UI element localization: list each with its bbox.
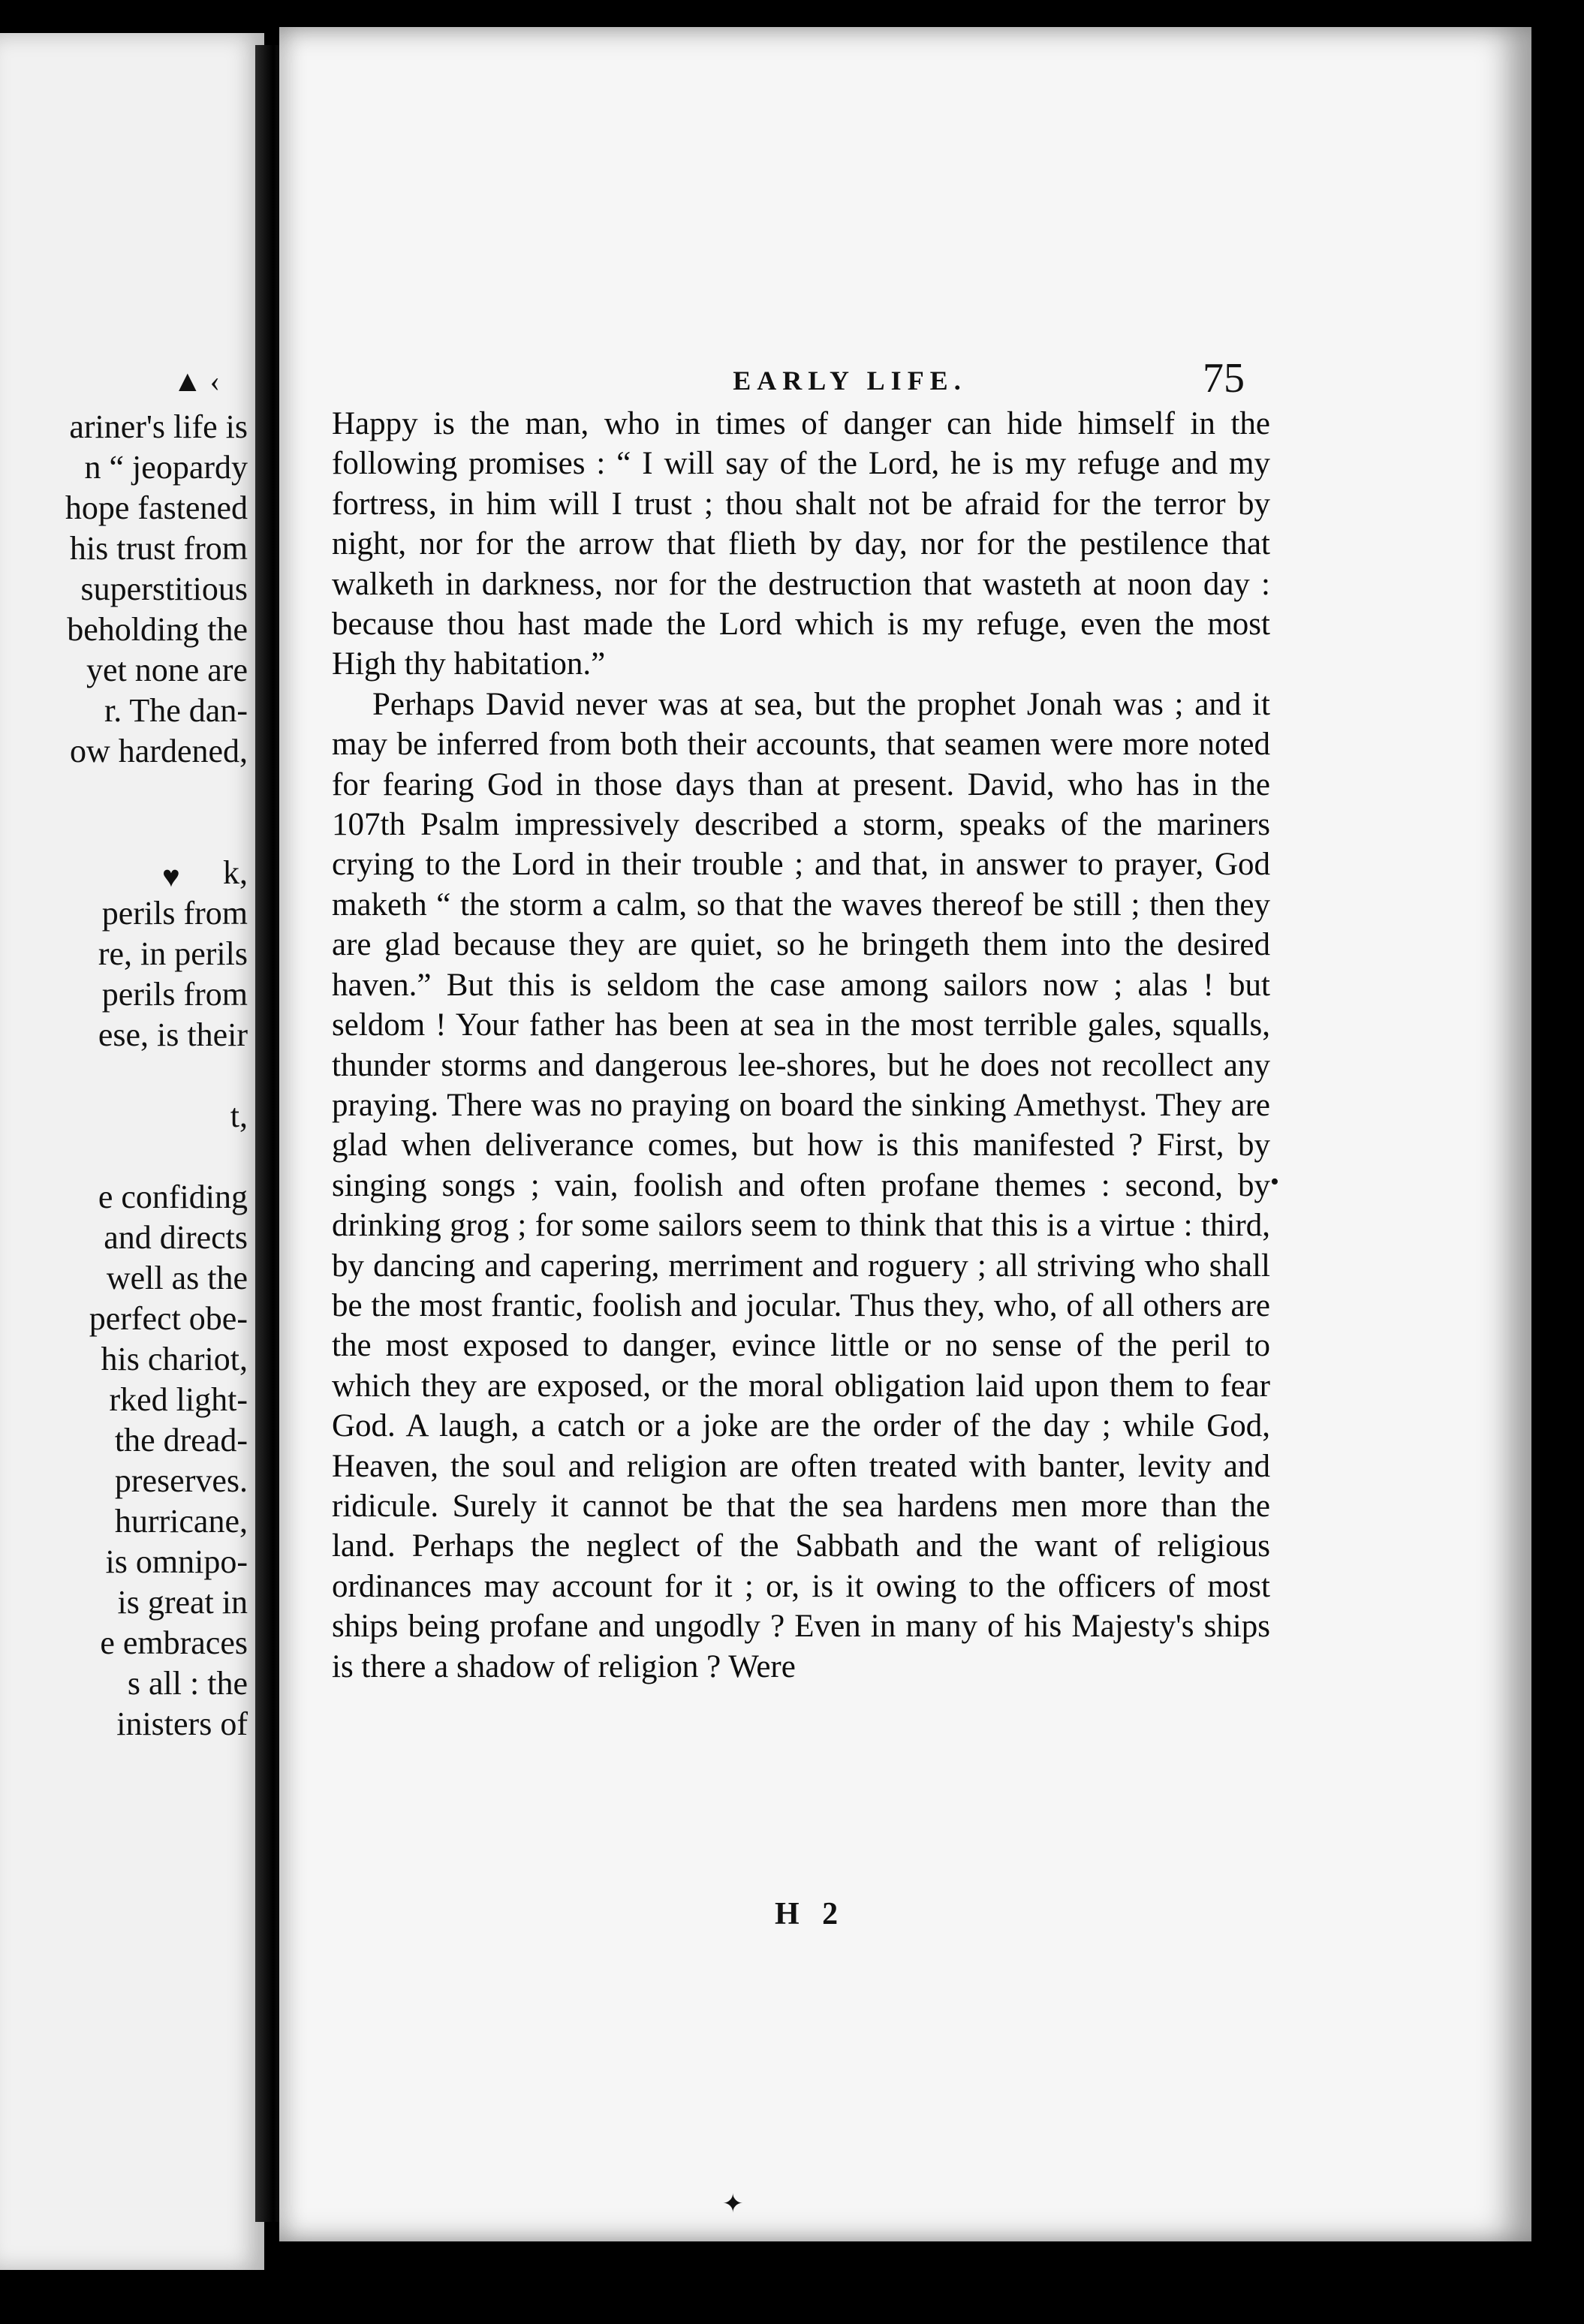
left-page-line: is great in xyxy=(117,1584,248,1621)
page-number: 75 xyxy=(1203,355,1245,402)
left-page-line: yet none are xyxy=(86,652,248,688)
left-page-line xyxy=(0,772,248,812)
left-page-line: beholding the xyxy=(67,611,248,648)
left-page-line: is omnipo- xyxy=(105,1543,248,1580)
paragraph: Happy is the man, who in times of danger can hide himself in the following promises : “ I will say of the Lord, he is my refuge and my fortress, in him will I trust ; thou shalt not be afraid for the terror by night, nor for the arrow that flieth by day, nor for the pestilence that walketh in darkness, nor for the destruction that wasteth at noon day : because thou hast made the Lord which is my refuge, even the most High thy habitation.” xyxy=(332,406,1270,682)
left-page-line: the dread- xyxy=(114,1422,248,1459)
left-page-line: re, in perils xyxy=(98,935,248,972)
left-page-line: ese, is their xyxy=(98,1016,248,1053)
left-page-line: rked light- xyxy=(109,1381,248,1418)
left-page-line: e embraces xyxy=(100,1624,248,1661)
left-page-line: t, xyxy=(230,1097,248,1134)
right-page xyxy=(279,27,1531,2241)
left-page-line: ow hardened, xyxy=(69,733,248,769)
left-page-line: k, xyxy=(223,854,248,891)
left-page xyxy=(0,33,264,2270)
left-page-line: his trust from xyxy=(69,530,248,567)
left-page-line: perils from xyxy=(101,895,248,932)
page-header xyxy=(279,341,1531,402)
left-page-line: well as the xyxy=(106,1260,248,1296)
ink-speck: • xyxy=(1270,1168,1279,1196)
body-text xyxy=(332,404,1270,1687)
left-page-text xyxy=(0,407,248,1745)
paragraph: Perhaps David never was at sea, but the prophet Jonah was ; and it may be inferred from both their accounts, that seamen were more noted for fearing God in those days than at present. David, who has in the 107th Psalm impressively described a storm, speaks of the mariners crying to the Lord in their trouble ; and that, in answer to prayer, God maketh “ the storm a calm, so that the waves thereof be still ; then they are glad because they are quiet, so he bringeth them into the desired haven.” But this is seldom the case among sailors now ; alas ! but seldom ! Your father has been at sea in the most terrible gales, squalls, thunder storms and dangerous lee-shores, but he does not recollect any praying. There was no praying on board the sinking Amethyst. They are glad when deliverance comes, but how is this manifested ? First, by singing songs ; vain, foolish and often profane themes : second, by drinking grog ; for some sailors seem to think that this is a virtue : third, by dancing and capering, merriment and roguery ; all striving who shall be the most frantic, foolish and jocular. Thus they, who, of all others are the most exposed to danger, evince little or no sense of the peril to which they are exposed, or the moral obligation laid upon them to fear God. A laugh, a catch or a joke are the order of the day ; while God, Heaven, the soul and religion are often treated with banter, levity and ridicule. Surely it cannot be that the sea hardens men more than the land. Perhaps the neglect of the Sabbath and the want of religious ordinances may account for it ; or, is it owing to the officers of most ships being profane and ungodly ? Even in many of his Majesty's ships is there a shadow of religion ? Were xyxy=(332,686,1270,1684)
left-page-line: r. The dan- xyxy=(104,692,248,729)
left-page-line: and directs xyxy=(104,1219,248,1256)
left-page-line: his chariot, xyxy=(101,1341,248,1377)
left-page-line: preserves. xyxy=(114,1462,248,1499)
left-page-line: inisters of xyxy=(116,1705,248,1742)
left-page-line: n “ jeopardy xyxy=(84,449,248,486)
left-page-line: ariner's life is xyxy=(69,408,248,445)
left-page-line: superstitious xyxy=(80,570,248,607)
left-page-line xyxy=(0,812,248,853)
left-page-line: perils from xyxy=(101,976,248,1013)
left-page-line: e confiding xyxy=(98,1179,248,1215)
left-page-line xyxy=(0,1055,248,1096)
ink-blot: ♥ xyxy=(162,859,180,893)
ink-speck: ✦ xyxy=(722,2190,744,2218)
margin-mark: ▲ ‹ xyxy=(173,364,220,398)
left-page-line: hurricane, xyxy=(114,1503,248,1540)
left-page-line: hope fastened xyxy=(65,489,248,526)
left-page-line xyxy=(0,1136,248,1177)
left-page-line: perfect obe- xyxy=(89,1300,248,1337)
signature-mark: H 2 xyxy=(775,1897,846,1931)
left-page-line: s all : the xyxy=(127,1665,248,1702)
running-head: EARLY LIFE. xyxy=(733,366,967,396)
